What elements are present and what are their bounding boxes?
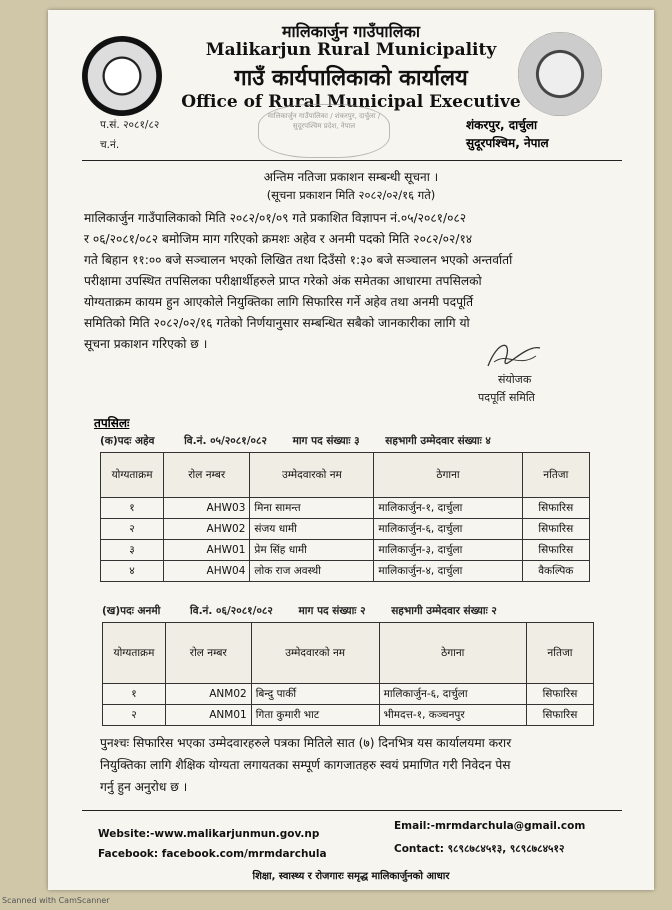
postscript-line: पुनश्चः सिफारिस भएका उम्मेदवारहरुले पत्रका मितिले सात (७) दिनभित्र यस कार्यालयमा करार bbox=[100, 736, 512, 750]
name-cell: गिता कुमारी भाट bbox=[251, 705, 379, 726]
website-link[interactable]: Website:-www.malikarjunmun.gov.np bbox=[98, 828, 320, 840]
footer-divider bbox=[82, 810, 622, 811]
col-rank: योग्यताक्रम bbox=[103, 623, 166, 684]
table-b-participants: सहभागी उम्मेदवार संख्याः २ bbox=[391, 605, 497, 617]
rank-cell: ३ bbox=[101, 540, 164, 561]
col-address: ठेगाना bbox=[379, 623, 526, 684]
rank-cell: २ bbox=[101, 519, 164, 540]
notice-line: परीक्षामा उपस्थित तपसिलका परीक्षार्थीहरुले प्राप्त गरेको अंक समेतका आधारमा तपसिलको bbox=[84, 274, 482, 288]
col-result: नतिजा bbox=[522, 453, 589, 498]
result-cell: सिफारिस bbox=[522, 498, 589, 519]
notice-line: समितिको मिति २०८२/०२/१६ गतेको निर्णयानुसार सम्बन्धित सबैको जानकारीका लागि यो bbox=[84, 316, 470, 330]
results-table-b bbox=[102, 622, 594, 726]
rank-cell: १ bbox=[103, 684, 166, 705]
table-b-adv: वि.नं. ०६/२०८१/०८२ bbox=[190, 605, 273, 617]
office-name-en: Office of Rural Municipal Executive bbox=[181, 92, 521, 112]
result-cell: वैकल्पिक bbox=[522, 561, 589, 582]
reference-number: प.सं. २०८१/८२ bbox=[100, 119, 160, 131]
col-roll: रोल नम्बर bbox=[164, 453, 250, 498]
municipality-name-np: मालिकार्जुन गाउँपालिका bbox=[281, 22, 421, 41]
notice-line: मालिकार्जुन गाउँपालिकाको मिति २०८२/०१/०९ गते प्रकाशित विज्ञापन नं.०५/२०८१/०८२ bbox=[84, 211, 467, 225]
col-roll: रोल नम्बर bbox=[165, 623, 251, 684]
postscript-note bbox=[100, 732, 620, 798]
dispatch-number: च.नं. bbox=[100, 139, 120, 151]
header-divider bbox=[82, 160, 622, 161]
signature-mark bbox=[484, 338, 544, 372]
roll-cell: AHW01 bbox=[164, 540, 250, 561]
roll-cell: AHW02 bbox=[164, 519, 250, 540]
table-row bbox=[101, 498, 590, 519]
roll-cell: ANM01 bbox=[165, 705, 251, 726]
col-name: उम्मेदवारको नम bbox=[251, 623, 379, 684]
municipality-name-en: Malikarjun Rural Municipality bbox=[205, 40, 497, 60]
roll-cell: AHW03 bbox=[164, 498, 250, 519]
name-cell: संजय धामी bbox=[250, 519, 374, 540]
email-link[interactable]: Email:-mrmdarchula@gmail.com bbox=[394, 820, 586, 832]
postscript-line: नियुक्तिका लागि शैक्षिक योग्यता लगायतका सम्पूर्ण कागजातहरु स्वयं प्रमाणित गरी निवेदन पेस bbox=[100, 758, 511, 772]
office-name-np: गाउँ कार्यपालिकाको कार्यालय bbox=[234, 66, 468, 91]
notice-line: योग्यताक्रम कायम हुन आएकोले नियुक्तिका लागि सिफारिस गर्ने अहेव तथा अनमी पदपूर्ति bbox=[84, 295, 474, 309]
name-cell: लोक राज अवस्थी bbox=[250, 561, 374, 582]
table-header-row bbox=[103, 623, 594, 684]
notice-line: सूचना प्रकाशन गरिएको छ । bbox=[84, 337, 208, 351]
table-row bbox=[101, 519, 590, 540]
tapasil-heading: तपसिलः bbox=[94, 416, 130, 430]
table-b-meta bbox=[102, 604, 622, 618]
address-cell: मालिकार्जुन-६, दार्चुला bbox=[379, 684, 526, 705]
table-a-adv: वि.नं. ०५/२०८१/०८२ bbox=[184, 435, 267, 447]
rank-cell: १ bbox=[101, 498, 164, 519]
result-cell: सिफारिस bbox=[522, 540, 589, 561]
col-name: उम्मेदवारको नम bbox=[250, 453, 374, 498]
address-line-1: शंकरपुर, दार्चुला bbox=[466, 118, 538, 132]
table-a-seats: माग पद संख्याः ३ bbox=[292, 435, 360, 447]
address-cell: मालिकार्जुन-४, दार्चुला bbox=[374, 561, 522, 582]
signatory-role: संयोजक bbox=[498, 373, 532, 386]
table-a-post: (क)पदः अहेव bbox=[100, 435, 155, 447]
postscript-line: गर्नु हुन अनुरोध छ । bbox=[100, 780, 188, 794]
notice-paper bbox=[48, 10, 654, 890]
result-cell: सिफारिस bbox=[526, 684, 593, 705]
col-result: नतिजा bbox=[526, 623, 593, 684]
address-cell: मालिकार्जुन-६, दार्चुला bbox=[374, 519, 522, 540]
roll-cell: AHW04 bbox=[164, 561, 250, 582]
rank-cell: २ bbox=[103, 705, 166, 726]
notice-subtitle: (सूचना प्रकाशन मिति २०८२/०२/१६ गते) bbox=[266, 188, 436, 202]
table-b-post: (ख)पदः अनमी bbox=[102, 605, 161, 617]
contact-numbers: Contact: ९८९८७८४५१३, ९८९८७८४५१२ bbox=[394, 843, 565, 855]
notice-line: र ०६/२०८१/०८२ बमोजिम माग गरिएको क्रमशः अहेव र अनमी पदको मिति २०८२/०२/१४ bbox=[84, 232, 473, 246]
address-cell: भीमदत्त-१, कञ्चनपुर bbox=[379, 705, 526, 726]
table-header-row bbox=[101, 453, 590, 498]
table-row bbox=[103, 705, 594, 726]
results-table-a bbox=[100, 452, 590, 582]
table-row bbox=[101, 540, 590, 561]
address-line-2: सुदूरपश्चिम, नेपाल bbox=[466, 136, 549, 150]
rank-cell: ४ bbox=[101, 561, 164, 582]
notice-line: गते बिहान ११:०० बजे सञ्चालन भएको लिखित तथा दिउँसो १:३० बजे सञ्चालन भएको अन्तर्वार्ता bbox=[84, 253, 513, 267]
name-cell: प्रेम सिंह धामी bbox=[250, 540, 374, 561]
table-b-seats: माग पद संख्याः २ bbox=[298, 605, 366, 617]
table-a-meta bbox=[100, 434, 620, 448]
notice-title: अन्तिम नतिजा प्रकाशन सम्बन्धी सूचना । bbox=[263, 170, 439, 184]
address-cell: मालिकार्जुन-१, दार्चुला bbox=[374, 498, 522, 519]
name-cell: मिना सामन्त bbox=[250, 498, 374, 519]
col-address: ठेगाना bbox=[374, 453, 522, 498]
result-cell: सिफारिस bbox=[526, 705, 593, 726]
table-a-participants: सहभागी उम्मेदवार संख्याः ४ bbox=[385, 435, 491, 447]
address-cell: मालिकार्जुन-३, दार्चुला bbox=[374, 540, 522, 561]
result-cell: सिफारिस bbox=[522, 519, 589, 540]
table-row bbox=[103, 684, 594, 705]
signatory-body: पदपूर्ति समिति bbox=[478, 391, 535, 404]
notice-body bbox=[84, 208, 618, 355]
scanner-watermark: Scanned with CamScanner bbox=[2, 896, 110, 905]
name-cell: बिन्दु पार्की bbox=[251, 684, 379, 705]
col-rank: योग्यताक्रम bbox=[101, 453, 164, 498]
roll-cell: ANM02 bbox=[165, 684, 251, 705]
table-row bbox=[101, 561, 590, 582]
office-stamp: मालिकार्जुन गाउँपालिका / शंकरपुर, दार्चुला / सुदूरपश्चिम प्रदेश, नेपाल bbox=[258, 104, 390, 158]
facebook-link[interactable]: Facebook: facebook.com/mrmdarchula bbox=[98, 848, 327, 860]
footer-slogan: शिक्षा, स्वास्थ्य र रोजगारः समृद्ध मालिकार्जुनको आधार bbox=[252, 871, 450, 882]
